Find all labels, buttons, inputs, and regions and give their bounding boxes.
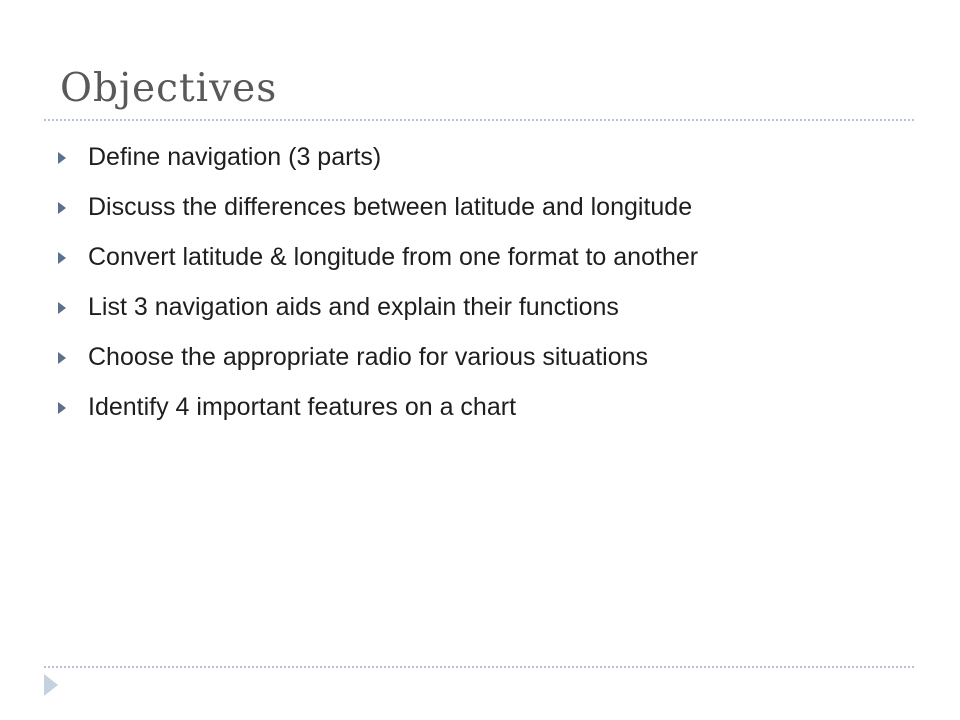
list-item-text: List 3 navigation aids and explain their functions — [88, 293, 619, 321]
list-item — [0, 238, 920, 276]
list-item — [0, 338, 920, 376]
footer-divider — [44, 666, 914, 668]
bullet-arrow-icon — [58, 352, 66, 364]
list-item — [0, 138, 920, 176]
list-item-text: Identify 4 important features on a chart — [88, 393, 517, 421]
slide-nav-arrow-icon[interactable] — [44, 674, 58, 696]
list-item — [0, 388, 920, 426]
list-item-text: Define navigation (3 parts) — [88, 143, 382, 171]
bullet-arrow-icon — [58, 402, 66, 414]
bullet-arrow-icon — [58, 302, 66, 314]
list-item-text: Convert latitude & longitude from one format to another — [88, 243, 699, 271]
bullet-arrow-icon — [58, 252, 66, 264]
list-item-text: Discuss the differences between latitude and longitude — [88, 193, 693, 221]
list-item — [0, 288, 920, 326]
bullet-arrow-icon — [58, 152, 66, 164]
bullet-arrow-icon — [58, 202, 66, 214]
slide-title: Objectives — [60, 66, 278, 111]
list-item-text: Choose the appropriate radio for various situations — [88, 343, 649, 371]
title-divider — [44, 119, 914, 121]
list-item — [0, 188, 920, 226]
